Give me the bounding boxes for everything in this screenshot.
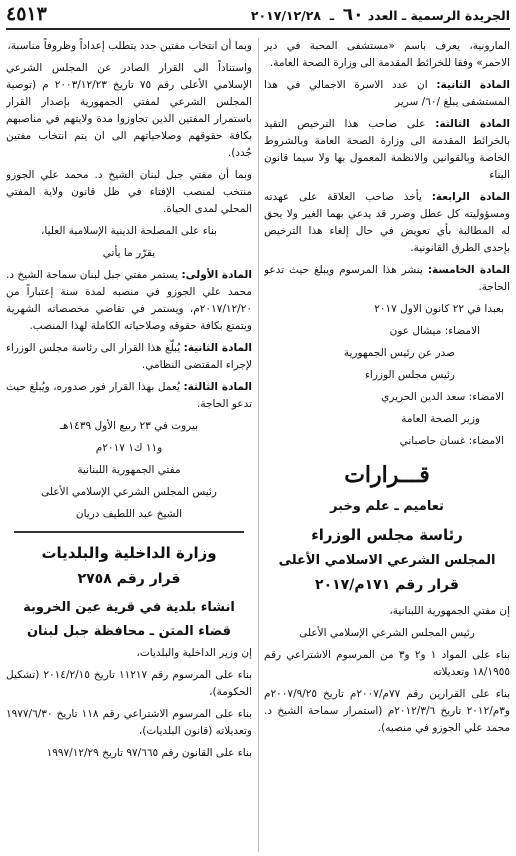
minister-intro: إن وزير الداخلية والبلديات، [136,647,252,660]
decision-subject-2: قضاء المتن ـ محافظة جبل لبنان [26,624,232,640]
signer-title-2: رئيس المجلس الشرعي الإسلامي الأعلى [41,486,217,498]
ministry-heading: وزارة الداخلية والبلديات [41,544,217,562]
section-subtitle: تعاميم ـ علم وخبر [330,498,444,514]
article-label: المادة الثالثة: [435,118,510,130]
signature-president: الامضاء: ميشال عون [389,325,480,337]
signer-name: الشيخ عبد اللطيف دريان [75,508,183,520]
page-number: ٤٥١٣ [6,3,47,25]
article-label: المادة الخامسة: [427,264,510,276]
article-label: المادة الثانية: [183,342,252,354]
based-on-2: بناء على المرسوم الاشتراعي رقم ١١٨ تاريخ ١٩٧٧/٦/٣٠ وتعديلاته (قانون البلديات)، [6,708,252,738]
article-3 [264,116,510,184]
column-divider [258,38,259,852]
article-2 [264,77,510,111]
council-head: رئيس المجلس الشرعي الإسلامي الأعلى [299,626,475,639]
authority-heading: رئاسة مجلس الوزراء [311,525,463,544]
paragraph: وبما أن انتخاب مفتين جدد يتطلب إعداداً وظروفاً مناسبة، [7,40,252,52]
place-date: بعبدا في ٢٢ كانون الاول ٢٠١٧ [374,303,504,315]
article-text: ان عدد الاسرة الاجمالي في هذا المستشفى يبلغ /٦٠/ سرير [264,79,510,108]
article-5 [264,262,510,296]
signer-title-1: مفتي الجمهورية اللبنانية [77,464,181,476]
signature-minister: الامضاء: غسان حاصباني [399,435,504,447]
right-column [264,38,510,854]
based-on-3: بناء على القانون رقم ٩٧/٦٦٥ تاريخ ١٩٩٧/١٢/٢٩ [46,747,252,760]
based-on-1: بناء على المرسوم رقم ١١٢١٧ تاريخ ٢٠١٤/٢/١٥ (تشكيل الحكومة)، [6,669,252,699]
section-title: قـــرارات [344,462,430,488]
council-heading: المجلس الشرعي الاسلامي الأعلى [278,552,496,568]
paragraph: وبما أن مفتي جبل لبنان الشيخ د. محمد علي الجوزو منتخب لمنصب الإفتاء في ظل قانون ولاية المفتي المحلي لمدى الحياة. [6,169,252,215]
pm-title: رئيس مجلس الوزراء [364,369,455,381]
gazette-name: الجريدة الرسمية ـ العدد [367,8,510,23]
decision-subject-1: انشاء بلدية في قرية عين الخروبة [23,599,235,615]
paragraph: بناء على المصلحة الدينية الإسلامية العليا، [41,225,217,237]
separator-rule [14,531,244,533]
decree-paragraph: المارونية، يعرف باسم «مستشفى المحبة في دير الاحمر» وفقا للخرائط المقدمة الى وزارة الصحة العامة. [264,40,510,69]
based-on-2: بناء على القرارين رقم ٧٧م/٢٠٠٧م تاريخ ٢٠٠٧/٩/٢٥م و٣م/٢٠١٢ تاريخ ٢٠١٢/٣/٦م (استمرار سماحة الشيخ د. محمد علي الجوزو في منصبه). [264,687,510,734]
based-on-1: بناء على المواد ١ و٢ و٣ من المرسوم الاشتراعي رقم ١٨/١٩٥٥ وتعديلاته [264,648,510,678]
page-header [6,4,510,30]
issue-date: ٢٠١٧/١٢/٢٨ [250,8,322,23]
article-2 [6,340,252,374]
article-text: يستمر مفتي جبل لبنان سماحة الشيخ د. محمد علي الجوزو في منصبه لمدة سنة إعتباراً من ٢٠١٧/١٢/٢٠م، ويستمر في تقاضي مخصصاته الشهرية ويتمتع بكافة حقوقه وصلاحياته الكاملة لهذا المنصب. [6,269,252,332]
paragraph: واستناداً الى القرار الصادر عن المجلس الشرعي الإسلامي الأعلى رقم ٧٥ تاريخ ٢٠٠٣/١٢/٢٣ م (توصية المجلس الشرعي لمفتي الجمهورية بإصدار القرار باستمرار المفتين الذين تجاوزوا مدة ولايتهم في مناصبهم بكافة حقوقهم وصلاحياتهم الى ان يتم انتخاب مفتين جُدد). [6,62,252,159]
article-text: يُعمل بهذا القرار فور صدوره، ويُبلغ حيث تدعو الحاجة. [6,381,252,410]
signature-pm: الامضاء: سعد الدين الحريري [381,391,504,403]
article-text: يأخذ صاحب العلاقة على عهدته ومسؤوليته كل عطل وضرر قد يدعي بهما الغير ولا يحق له المطالبة بأي تعويض في حال إلغاء هذا الترخيص بإحدى الطرق القانونية. [264,191,510,254]
issued-by: صدر عن رئيس الجمهورية [343,347,455,359]
article-label: المادة الأولى: [181,269,252,281]
article-4 [264,189,510,257]
article-3 [6,379,252,413]
decision-number: قرار رقم ١٧١م/٢٠١٧ [315,577,459,594]
article-label: المادة الثانية: [436,79,510,91]
article-text: ينشر هذا المرسوم ويبلغ حيث تدعو الحاجة. [264,264,510,293]
decision-number: قرار رقم ٢٧٥٨ [77,571,181,588]
left-column [6,38,252,854]
header-gazette-info: الجريدة الرسمية ـ العدد ٦٠ ـ ٢٠١٧/١٢/٢٨ [250,5,510,25]
article-text: على صاحب هذا الترخيص التقيد بالخرائط المقدمة الى وزارة الصحة العامة وبالشروط الخاصة وبالقوانين والانظمة المعمول بها ولا سيما قانون البناء [264,118,510,181]
issue-number: ٦٠ [342,5,364,25]
article-label: المادة الرابعة: [431,191,510,203]
article-label: المادة الثالثة: [183,381,252,393]
article-1 [6,267,252,335]
decides-line: يقرّر ما يأتي [102,247,156,259]
date-gregorian: و١١ ك١ ٢٠١٧م [95,442,163,454]
article-text: يُبلّغ هذا القرار الى رئاسة مجلس الوزراء لإجراء المقتضى النظامي. [6,342,252,371]
minister-title: وزير الصحة العامة [401,413,480,425]
mufti-intro: إن مفتي الجمهورية اللبنانية، [389,604,510,617]
place-date-hijri: بيروت في ٢٣ ربيع الأول ١٤٣٩هـ [59,420,199,432]
